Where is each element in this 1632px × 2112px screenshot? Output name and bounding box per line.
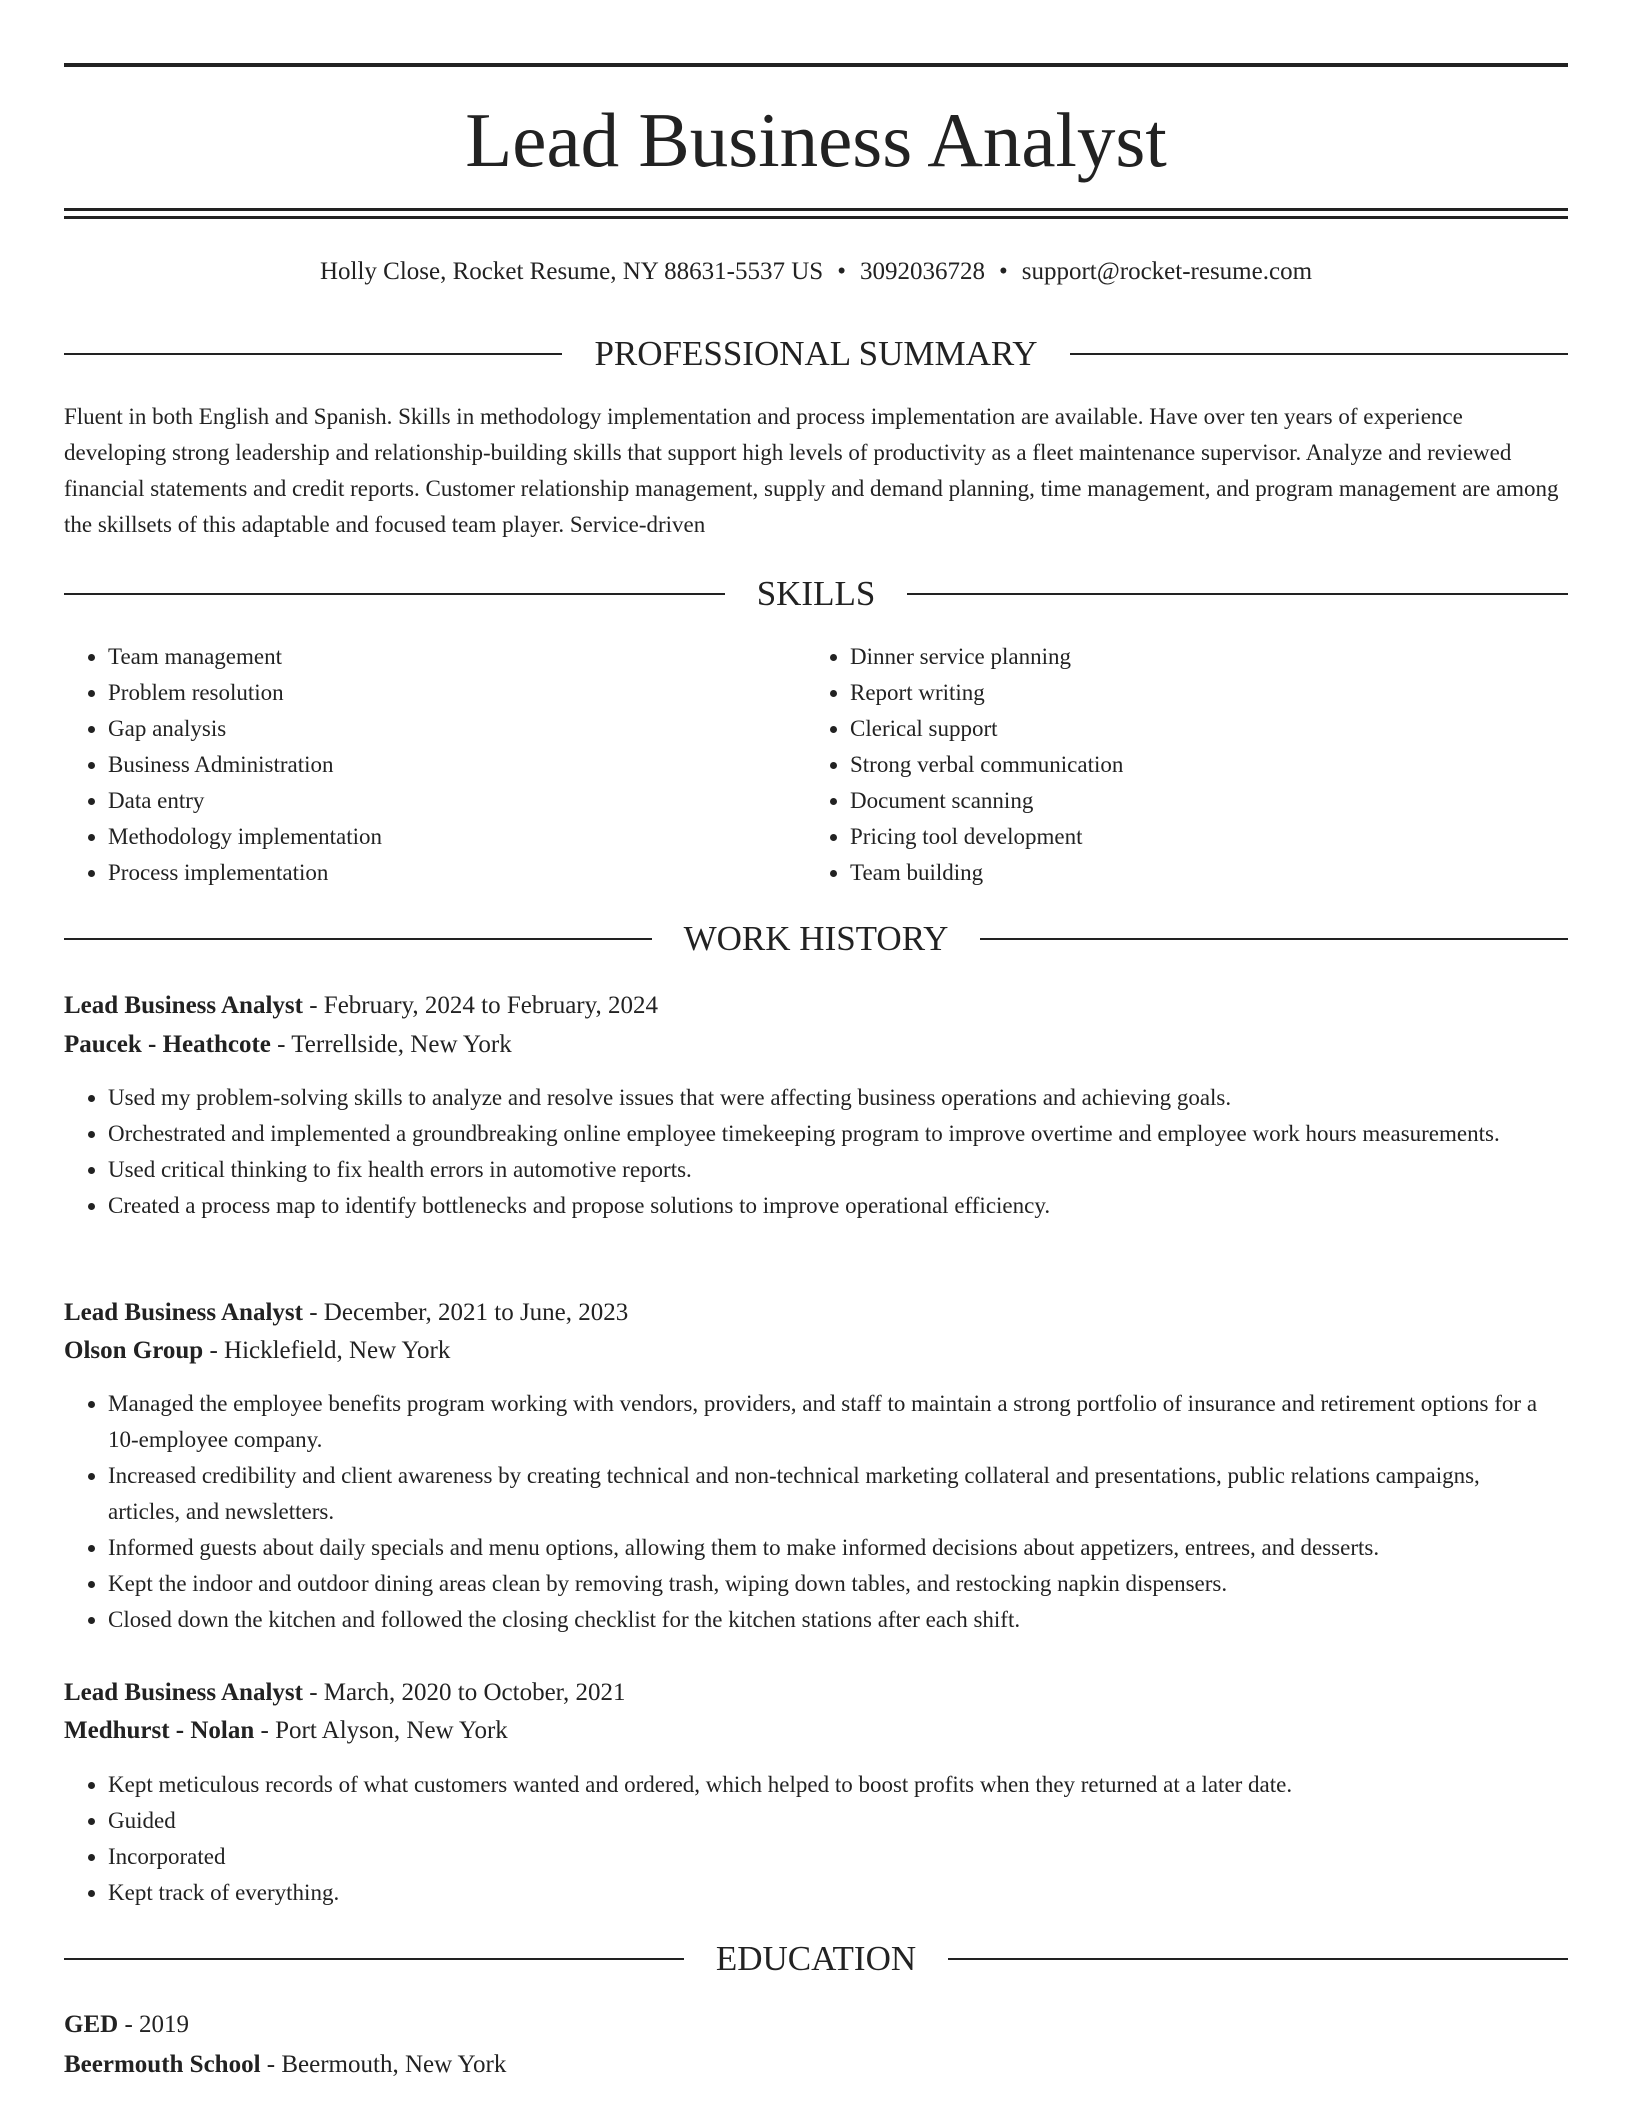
skill-item: • Report writing: [850, 675, 1548, 711]
skill-item: • Gap analysis: [108, 711, 806, 747]
divider: [64, 1958, 684, 1960]
section-title: SKILLS: [756, 574, 876, 613]
skill-item: • Business Administration: [108, 747, 806, 783]
skill-item: • Clerical support: [850, 711, 1548, 747]
job-bullet: • Created a process map to identify bottlenecks and propose solutions to improve operational efficiency.: [108, 1188, 1568, 1224]
work-heading: [64, 917, 1568, 961]
job-bullet: • Kept the indoor and outdoor dining areas clean by removing trash, wiping down tables, and restocking napkin dispensers.: [108, 1566, 1568, 1602]
skill-item: • Pricing tool development: [850, 819, 1548, 855]
divider: [1070, 353, 1568, 355]
job-company: Paucek - Heathcote: [64, 1031, 271, 1058]
job-location: - Port Alyson, New York: [254, 1717, 508, 1744]
skill-item: • Dinner service planning: [850, 639, 1548, 675]
contact-separator: •: [998, 258, 1008, 285]
job-bullet: • Increased credibility and client awareness by creating technical and non-technical marketing collateral and presentations, public relations campaigns, articles, and newsletters.: [108, 1458, 1568, 1530]
divider: [948, 1958, 1568, 1960]
job-title-line: [64, 1673, 1568, 1712]
summary-text: Fluent in both English and Spanish. Skills in methodology implementation and process implementation are available. Have over ten years of experience developing strong leadership and relationship-building skills that support high levels of productivity as a fleet maintenance supervisor. Analyze and reviewed financial statements and credit reports. Customer relationship management, supply and demand planning, time management, and program management are among the skillsets of this adaptable and focused team player. Service-driven: [64, 404, 1559, 537]
job-bullets: [64, 1080, 1568, 1224]
skills-column-left: [64, 639, 806, 891]
double-rule: [64, 208, 1568, 219]
job-company: Olson Group: [64, 1337, 204, 1364]
job-title-line: [64, 1293, 1568, 1332]
education-location: - Beermouth, New York: [260, 2051, 507, 2078]
job-company-line: [64, 1025, 1568, 1064]
job-bullet: • Used my problem-solving skills to analyze and resolve issues that were affecting business operations and achieving goals.: [108, 1080, 1568, 1116]
job-company-line: [64, 1331, 1568, 1370]
section-title: EDUCATION: [715, 1939, 917, 1978]
job-title: Lead Business Analyst: [64, 992, 303, 1019]
job-title-line: [64, 986, 1568, 1025]
education-heading: [64, 1937, 1568, 1981]
contact-phone: 3092036728: [859, 258, 985, 285]
divider: [64, 353, 562, 355]
contact-separator: •: [837, 258, 846, 285]
contact-line: [64, 250, 1568, 294]
skill-item: • Strong verbal communication: [850, 747, 1548, 783]
top-rule: [64, 63, 1568, 67]
job-bullet: • Managed the employee benefits program working with vendors, providers, and staff to maintain a strong portfolio of insurance and retirement options for a 10-employee company.: [108, 1386, 1568, 1458]
job-bullet: • Kept meticulous records of what customers wanted and ordered, which helped to boost profits when they returned at a later date.: [108, 1767, 1568, 1803]
job-location: - Hicklefield, New York: [203, 1337, 451, 1364]
education-school: Beermouth School: [64, 2051, 261, 2078]
summary-heading: [64, 332, 1568, 376]
education-school-line: [64, 2045, 1568, 2084]
job-bullet: • Guided: [108, 1803, 1568, 1839]
job-dates: - February, 2024 to February, 2024: [302, 992, 658, 1019]
job-title: Lead Business Analyst: [64, 1679, 303, 1706]
contact-address: Holly Close, Rocket Resume, NY 88631-5537 US: [319, 258, 824, 285]
job-dates: - March, 2020 to October, 2021: [302, 1679, 626, 1706]
job-company: Medhurst - Nolan: [64, 1717, 255, 1744]
job-bullet: • Used critical thinking to fix health errors in automotive reports.: [108, 1152, 1568, 1188]
skills-heading: [64, 572, 1568, 616]
job-bullet: • Orchestrated and implemented a groundbreaking online employee timekeeping program to improve overtime and employee work hours measurements.: [108, 1116, 1568, 1152]
skill-item: • Team management: [108, 639, 806, 675]
education-degree: GED: [64, 2011, 119, 2038]
skill-item: • Document scanning: [850, 783, 1548, 819]
job-company-line: [64, 1711, 1568, 1750]
job-bullet: • Kept track of everything.: [108, 1875, 1568, 1911]
contact-email: support@rocket-resume.com: [1021, 258, 1313, 285]
job-bullet: • Informed guests about daily specials and menu options, allowing them to make informed decisions about appetizers, entrees, and desserts.: [108, 1530, 1568, 1566]
skill-item: • Data entry: [108, 783, 806, 819]
divider: [907, 593, 1568, 595]
skills-list: [64, 639, 1568, 891]
job-bullet: • Closed down the kitchen and followed the closing checklist for the kitchen stations after each shift.: [108, 1602, 1568, 1638]
job-title: Lead Business Analyst: [64, 1299, 303, 1326]
divider: [64, 593, 725, 595]
skill-item: • Team building: [850, 855, 1548, 891]
skill-item: • Problem resolution: [108, 675, 806, 711]
section-title: PROFESSIONAL SUMMARY: [594, 334, 1038, 373]
skill-item: • Methodology implementation: [108, 819, 806, 855]
job-dates: - December, 2021 to June, 2023: [302, 1299, 629, 1326]
job-bullet: • Incorporated: [108, 1839, 1568, 1875]
job-bullets: [64, 1767, 1568, 1911]
job-bullets: [64, 1386, 1568, 1638]
skills-column-right: [806, 639, 1548, 891]
skill-item: • Process implementation: [108, 855, 806, 891]
job-location: - Terrellside, New York: [270, 1031, 512, 1058]
resume-title: Lead Business Analyst: [465, 97, 1167, 183]
divider: [980, 938, 1568, 940]
section-title: WORK HISTORY: [683, 919, 949, 958]
education-year: - 2019: [118, 2011, 190, 2038]
divider: [64, 938, 652, 940]
education-degree-line: [64, 2005, 1568, 2044]
